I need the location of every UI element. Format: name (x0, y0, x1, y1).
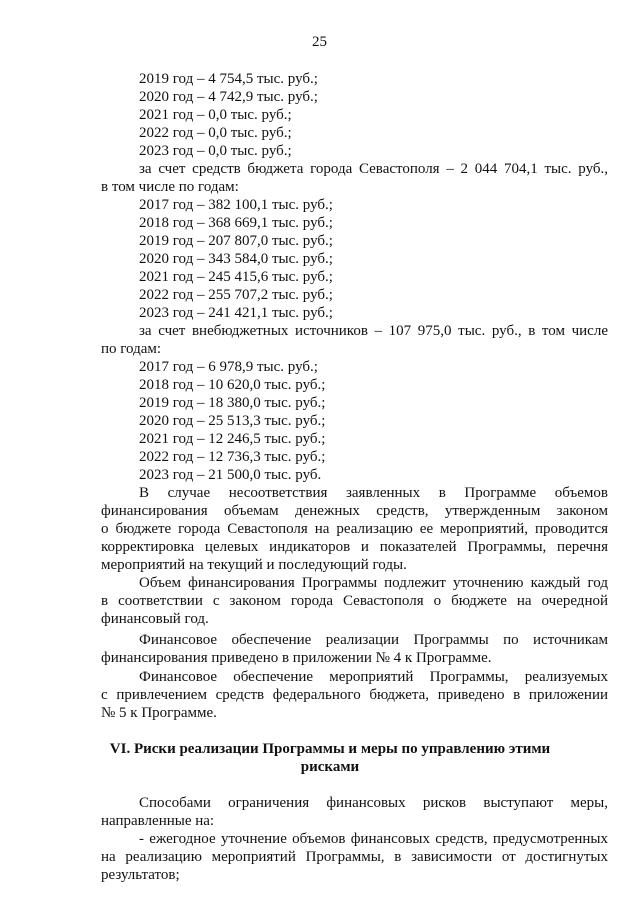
list-item: 2021 год – 245 415,6 тыс. руб.; (139, 269, 333, 285)
paragraph-line: Финансовое обеспечение реализации Программы по источникам (139, 632, 608, 648)
paragraph-line: В случае несоответствия заявленных в Программе объемов (139, 485, 608, 501)
list-item: 2022 год – 0,0 тыс. руб.; (139, 125, 292, 141)
paragraph-line: - ежегодное уточнение объемов финансовых средств, предусмотренных (139, 831, 608, 847)
list-item: 2020 год – 4 742,9 тыс. руб.; (139, 89, 318, 105)
list-item: 2023 год – 21 500,0 тыс. руб. (139, 467, 322, 483)
list-item: 2017 год – 382 100,1 тыс. руб.; (139, 197, 333, 213)
list-item: 2018 год – 368 669,1 тыс. руб.; (139, 215, 333, 231)
page-number: 25 (312, 34, 327, 50)
section-heading-line2: рисками (300, 759, 360, 775)
paragraph-line: направленные на: (101, 813, 215, 829)
list-item: 2019 год – 18 380,0 тыс. руб.; (139, 395, 326, 411)
list-item: 2023 год – 241 421,1 тыс. руб.; (139, 305, 333, 321)
extra-budget-line2: по годам: (101, 341, 162, 357)
paragraph-line: Финансовое обеспечение мероприятий Программы, реализуемых (139, 669, 608, 685)
paragraph-line: финансирования объемам денежных средств, утвержденным законом (101, 503, 608, 519)
paragraph-line: корректировка целевых индикаторов и показателей Программы, перечня (101, 539, 608, 555)
paragraph-line: на реализацию мероприятий Программы, в зависимости от достигнутых (101, 849, 608, 865)
list-item: 2017 год – 6 978,9 тыс. руб.; (139, 359, 318, 375)
list-item: 2021 год – 0,0 тыс. руб.; (139, 107, 292, 123)
city-budget-line2: в том числе по годам: (101, 179, 239, 195)
paragraph-line: в соответствии с законом города Севастополя о бюджете на очередной (101, 593, 608, 609)
list-item: 2021 год – 12 246,5 тыс. руб.; (139, 431, 326, 447)
paragraph-line: мероприятий на текущий и последующий годы. (101, 557, 407, 573)
list-item: 2022 год – 255 707,2 тыс. руб.; (139, 287, 333, 303)
paragraph-line: с привлечением средств федерального бюджета, приведено в приложении (101, 687, 608, 703)
city-budget-line1: за счет средств бюджета города Севастополя – 2 044 704,1 тыс. руб., (139, 161, 608, 177)
paragraph-line: о бюджете города Севастополя на реализацию ее мероприятий, проводится (101, 521, 608, 537)
paragraph-line: финансирования приведено в приложении № 4 к Программе. (101, 650, 492, 666)
paragraph-line: Объем финансирования Программы подлежит уточнению каждый год (139, 575, 608, 591)
paragraph-line: результатов; (101, 867, 180, 883)
list-item: 2018 год – 10 620,0 тыс. руб.; (139, 377, 326, 393)
paragraph-line: № 5 к Программе. (101, 705, 217, 721)
extra-budget-line1: за счет внебюджетных источников – 107 975,0 тыс. руб., в том числе (139, 323, 608, 339)
list-item: 2019 год – 4 754,5 тыс. руб.; (139, 71, 318, 87)
list-item: 2020 год – 343 584,0 тыс. руб.; (139, 251, 333, 267)
section-heading-line1: VI. Риски реализации Программы и меры по управлению этими (109, 741, 551, 757)
list-item: 2023 год – 0,0 тыс. руб.; (139, 143, 292, 159)
paragraph-line: финансовый год. (101, 611, 209, 627)
list-item: 2019 год – 207 807,0 тыс. руб.; (139, 233, 333, 249)
list-item: 2020 год – 25 513,3 тыс. руб.; (139, 413, 326, 429)
list-item: 2022 год – 12 736,3 тыс. руб.; (139, 449, 326, 465)
paragraph-line: Способами ограничения финансовых рисков выступают меры, (139, 795, 608, 811)
